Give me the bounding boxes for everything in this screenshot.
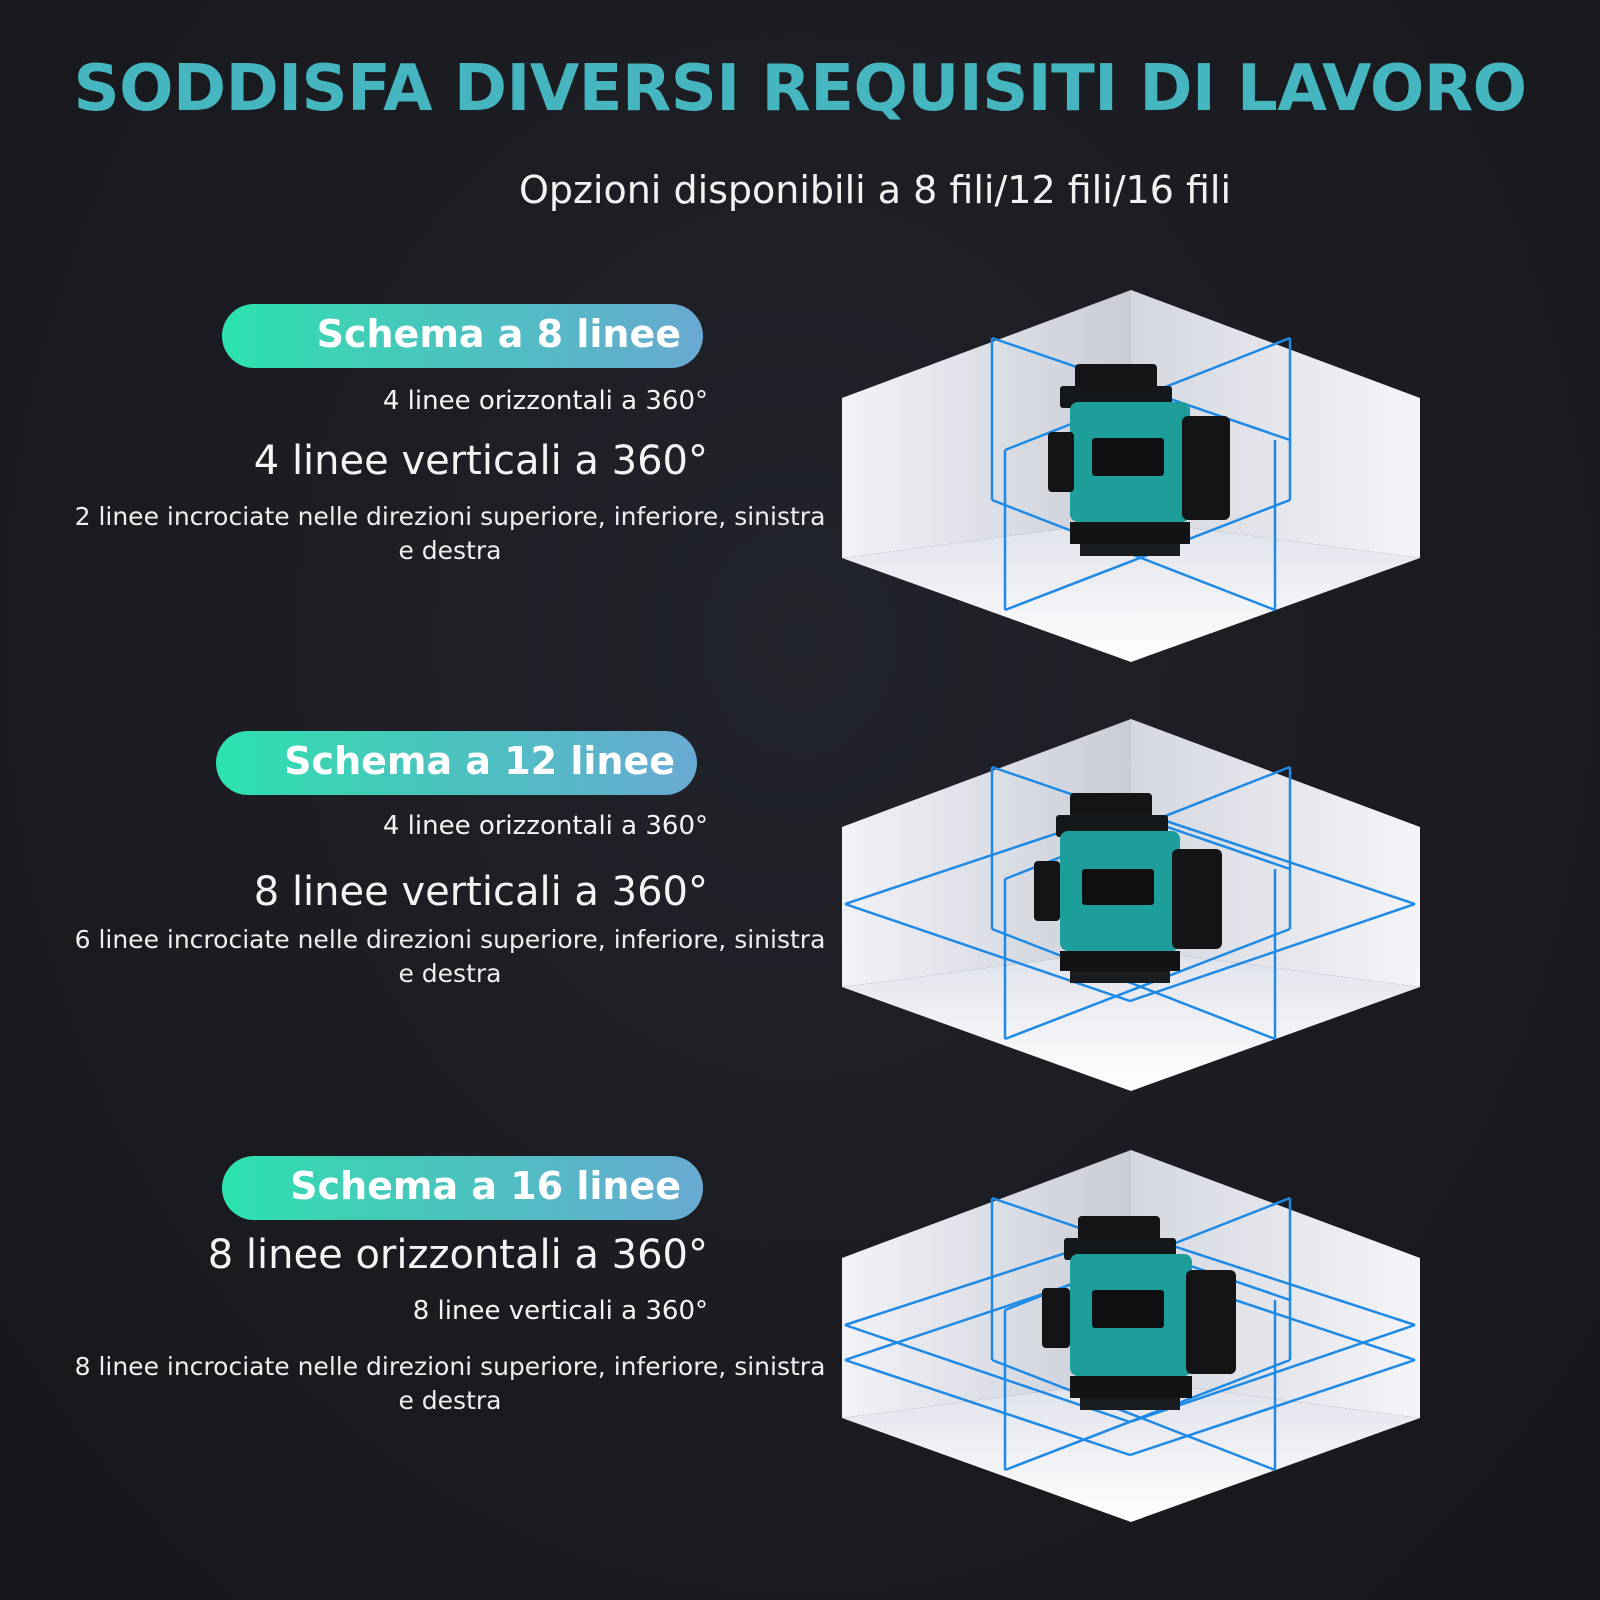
schema-12-line1: 4 linee orizzontali a 360° (382, 811, 708, 841)
schema-12-section (0, 715, 1600, 1115)
schema-16-badge: Schema a 16 linee (222, 1156, 703, 1220)
page-title: SODDISFA DIVERSI REQUISITI DI LAVORO (73, 52, 1527, 126)
page-subtitle: Opzioni disponibili a 8 fili/12 fili/16 fili (518, 168, 1232, 212)
laser-level-16-lines-icon (830, 1150, 1430, 1530)
schema-12-description: 6 linee incrociate nelle direzioni superiore, inferiore, sinistra e destra (74, 925, 826, 988)
schema-12-badge: Schema a 12 linee (216, 731, 697, 795)
laser-level-12-lines-icon (830, 719, 1430, 1099)
schema-8-badge: Schema a 8 linee (222, 304, 703, 368)
schema-8-line2: 4 linee verticali a 360° (253, 438, 708, 484)
schema-16-line1: 8 linee orizzontali a 360° (207, 1232, 708, 1278)
schema-8-description: 2 linee incrociate nelle direzioni superiore, inferiore, sinistra e destra (74, 502, 826, 565)
schema-8-line1: 4 linee orizzontali a 360° (382, 386, 708, 416)
schema-12-line2: 8 linee verticali a 360° (253, 869, 708, 915)
schema-16-section (0, 1140, 1600, 1540)
laser-level-8-lines-icon (830, 290, 1430, 670)
schema-8-section (0, 290, 1600, 690)
schema-16-line2: 8 linee verticali a 360° (412, 1296, 708, 1326)
schema-16-description: 8 linee incrociate nelle direzioni superiore, inferiore, sinistra e destra (74, 1352, 826, 1415)
